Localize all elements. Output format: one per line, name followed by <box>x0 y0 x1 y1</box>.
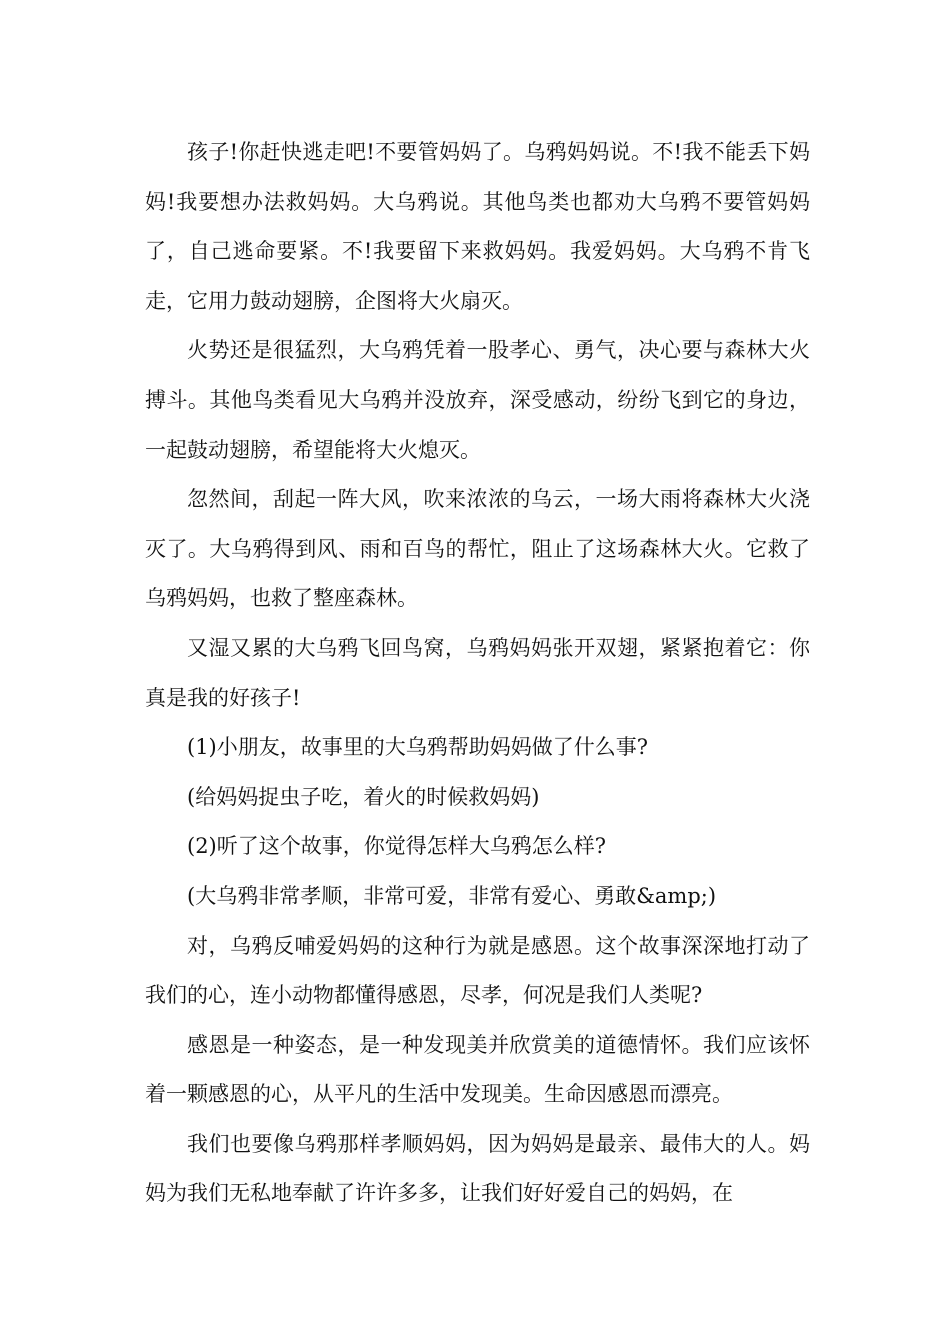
answer-1: (给妈妈捉虫子吃，着火的时候救妈妈) <box>187 784 540 809</box>
answer-2: (大乌鸦非常孝顺，非常可爱，非常有爱心、勇敢&amp;) <box>187 883 717 908</box>
paragraph-1: 孩子!你赶快逃走吧!不要管妈妈了。乌鸦妈妈说。不!我不能丢下妈妈!我要想办法救妈妈。大乌鸦说。其他鸟类也都劝大乌鸦不要管妈妈了，自己逃命要紧。不!我要留下来救妈妈。我爱妈妈。大乌鸦不肯飞走，它用力鼓动翅膀，企图将大火扇灭。 <box>145 140 810 313</box>
question-2: (2)听了这个故事，你觉得怎样大乌鸦怎么样? <box>187 834 607 859</box>
question-1: (1)小朋友，故事里的大乌鸦帮助妈妈做了什么事? <box>187 735 649 760</box>
paragraph-4: 又湿又累的大乌鸦飞回鸟窝，乌鸦妈妈张开双翅，紧紧抱着它：你真是我的好孩子! <box>145 635 810 710</box>
document-page <box>145 128 810 1219</box>
paragraph-2: 火势还是很猛烈，大乌鸦凭着一股孝心、勇气，决心要与森林大火搏斗。其他鸟类看见大乌鸦并没放弃，深受感动，纷纷飞到它的身边，一起鼓动翅膀，希望能将大火熄灭。 <box>145 338 810 462</box>
paragraph-3: 忽然间，刮起一阵大风，吹来浓浓的乌云，一场大雨将森林大火浇灭了。大乌鸦得到风、雨和百鸟的帮忙，阻止了这场森林大火。它救了乌鸦妈妈，也救了整座森林。 <box>145 487 810 611</box>
paragraph-6: 感恩是一种姿态，是一种发现美并欣赏美的道德情怀。我们应该怀着一颗感恩的心，从平凡的生活中发现美。生命因感恩而漂亮。 <box>145 1032 810 1107</box>
paragraph-7: 我们也要像乌鸦那样孝顺妈妈，因为妈妈是最亲、最伟大的人。妈妈为我们无私地奉献了许许多多，让我们好好爱自己的妈妈，在 <box>145 1131 810 1206</box>
paragraph-5: 对，乌鸦反哺爱妈妈的这种行为就是感恩。这个故事深深地打动了我们的心，连小动物都懂得感恩，尽孝，何况是我们人类呢? <box>145 933 810 1008</box>
